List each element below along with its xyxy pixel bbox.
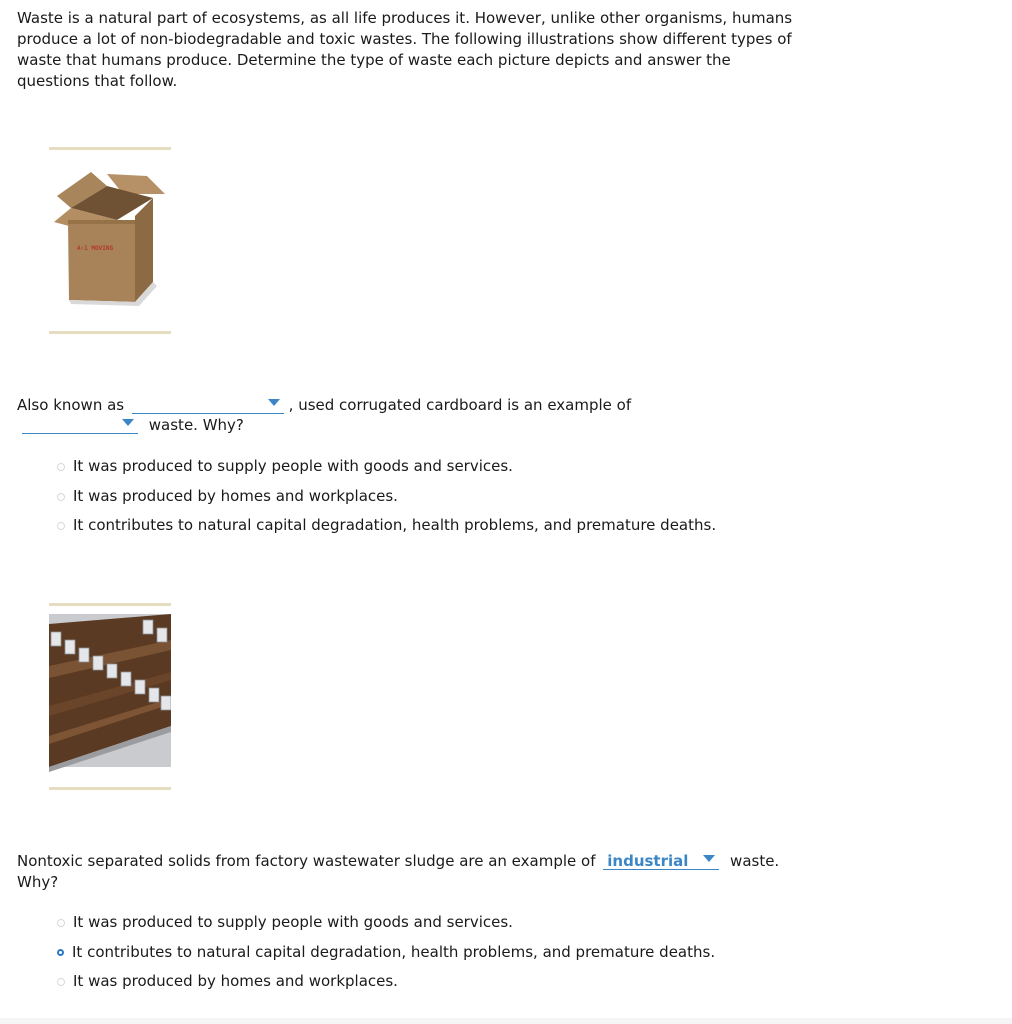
question1-dropdown-2[interactable]: [22, 415, 138, 434]
question1-dropdown-2-value: [22, 416, 26, 434]
radio-button[interactable]: [57, 463, 65, 471]
radio-button[interactable]: [57, 493, 65, 501]
question2-dropdown-value: industrial: [607, 852, 689, 870]
chevron-down-icon: [122, 419, 134, 426]
option-label: It was produced by homes and workplaces.: [73, 486, 398, 505]
bottom-strip: [0, 1018, 1012, 1024]
question2-option-3[interactable]: [57, 971, 715, 1001]
question1-option-1[interactable]: [57, 456, 716, 486]
sludge-conveyor-image: [49, 606, 171, 785]
figure-bottom-rule: [49, 331, 171, 334]
question1-line2: [22, 415, 244, 436]
question1-suffix: waste. Why?: [148, 416, 244, 434]
figure-sludge: [49, 603, 171, 790]
radio-button[interactable]: [57, 978, 65, 986]
cardboard-box-image: [49, 150, 171, 328]
question2-options: [57, 912, 715, 1001]
option-label: It contributes to natural capital degradation, health problems, and premature deaths.: [73, 516, 717, 534]
question2-suffix: waste.: [730, 852, 780, 870]
question1-dropdown-1-value: [132, 396, 136, 414]
question1-prefix: Also known as: [17, 396, 125, 414]
question1-line1: [17, 395, 631, 416]
option-label: It contributes to natural capital degradation, health problems, and premature deaths.: [72, 942, 716, 961]
figure-cardboard: [49, 147, 171, 334]
chevron-down-icon: [268, 399, 280, 406]
option-label: It was produced to supply people with goods and services.: [73, 457, 513, 475]
question1-options: [57, 456, 716, 545]
question2-option-1[interactable]: [57, 912, 715, 942]
figure-bottom-rule: [49, 787, 171, 790]
question1-option-3[interactable]: [57, 515, 716, 545]
question2-line2: [17, 872, 58, 893]
radio-button-selected[interactable]: [57, 949, 64, 956]
question2-prefix: Nontoxic separated solids from factory wastewater sludge are an example of: [17, 852, 596, 870]
question1-dropdown-1[interactable]: [132, 395, 284, 414]
question2-line1: [17, 851, 779, 872]
radio-button[interactable]: [57, 919, 65, 927]
option-label: It was produced to supply people with goods and services.: [73, 913, 513, 931]
chevron-down-icon: [703, 855, 715, 862]
question2-dropdown[interactable]: [603, 851, 719, 870]
radio-button[interactable]: [57, 522, 65, 530]
option-label: It was produced by homes and workplaces.: [73, 972, 398, 990]
question1-option-2[interactable]: [57, 486, 716, 516]
question1-middle: , used corrugated cardboard is an example of: [288, 396, 632, 414]
question2-option-2[interactable]: [57, 942, 715, 972]
box-label-text: A-1 MOVING: [76, 245, 114, 252]
intro-paragraph: Waste is a natural part of ecosystems, as all life produces it. However, unlike other organisms, humans produce a lot of non-biodegradable and toxic wastes. The following illustrations show different types of waste that humans produce. Determine the type of waste each picture depicts and answer the questions that follow.: [17, 9, 793, 90]
question2-suffix2: Why?: [17, 873, 59, 891]
